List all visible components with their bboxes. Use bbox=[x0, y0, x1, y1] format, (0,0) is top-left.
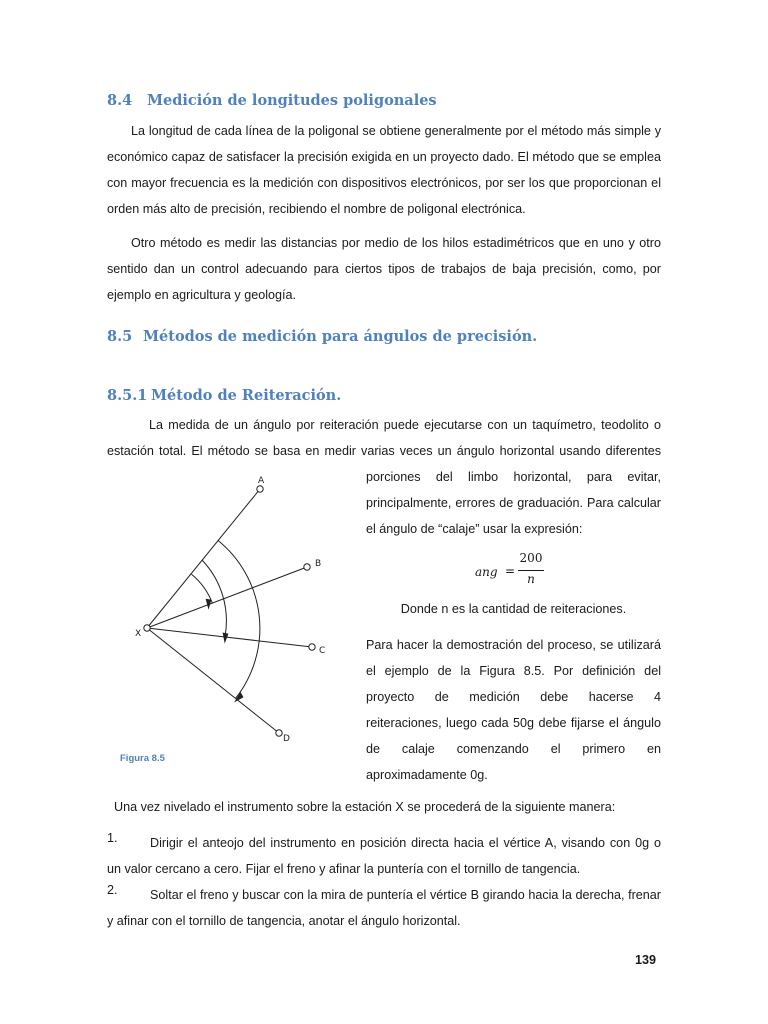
heading-number: 8.5.1 bbox=[107, 387, 148, 404]
figure-8-5-diagram bbox=[120, 465, 360, 755]
text-line: Para hacer la demostración del proceso, se utilizará bbox=[366, 638, 661, 652]
text-line: La longitud de cada línea de la poligonal se obtiene generalmente por el método más simple y bbox=[131, 124, 661, 138]
vertex-x bbox=[144, 625, 150, 631]
formula-note bbox=[366, 596, 661, 622]
arc-a-d bbox=[218, 540, 260, 698]
label-b: B bbox=[315, 559, 322, 569]
text-line: económico capaz de satisfacer la precisión exigida en un proyecto dado. El método que se emplea bbox=[107, 150, 661, 164]
line-x-b bbox=[147, 567, 307, 628]
label-d: D bbox=[283, 734, 290, 744]
text-line: ejemplo en agricultura y geología. bbox=[107, 288, 297, 302]
formula-equals: = bbox=[505, 564, 516, 578]
paragraph-reiteracion-intro bbox=[107, 412, 661, 464]
heading-number: 8.5 bbox=[107, 328, 133, 345]
procedure-intro bbox=[114, 794, 661, 820]
label-a: A bbox=[258, 476, 265, 486]
arc-a-b bbox=[192, 574, 213, 603]
text-line: Una vez nivelado el instrumento sobre la estación X se procederá de la siguiente manera: bbox=[114, 800, 616, 814]
heading-title: Método de Reiteración. bbox=[151, 387, 342, 404]
text-line: orden más alto de precisión, recibiendo el nombre de poligonal electrónica. bbox=[107, 202, 526, 216]
text-line: Donde n es la cantidad de reiteraciones. bbox=[400, 602, 627, 616]
step-number: 2. bbox=[107, 883, 118, 897]
text-line: sentido dan un control adecuando para ciertos tipos de trabajos de baja precisión, como, por bbox=[107, 262, 661, 276]
page-number: 139 bbox=[635, 953, 657, 967]
text-line: y afinar con el tornillo de tangencia, anotar el ángulo horizontal. bbox=[107, 914, 461, 928]
step-number: 1. bbox=[107, 831, 118, 845]
vertex-c bbox=[309, 644, 315, 650]
formula-lhs: ang bbox=[475, 565, 498, 579]
heading-8-5-1 bbox=[107, 387, 341, 404]
text-line: porciones del limbo horizontal, para evitar, bbox=[366, 470, 661, 484]
text-line: el ejemplo de la Figura 8.5. Por definición del bbox=[366, 664, 661, 678]
calaje-formula bbox=[470, 551, 550, 589]
heading-8-5 bbox=[107, 328, 537, 345]
arc-a-c bbox=[202, 560, 226, 637]
text-line: aproximadamente 0g. bbox=[366, 768, 488, 782]
heading-title: Métodos de medición para ángulos de precisión. bbox=[143, 328, 538, 345]
vertex-b bbox=[304, 564, 310, 570]
vertex-d bbox=[276, 730, 282, 736]
formula-numerator: 200 bbox=[519, 551, 543, 565]
text-line: un valor cercano a cero. Fijar el freno y afinar la puntería con el tornillo de tangencia. bbox=[107, 862, 581, 876]
vertex-a bbox=[257, 486, 263, 492]
paragraph-longitudes bbox=[107, 118, 661, 222]
figure-caption: Figura 8.5 bbox=[120, 753, 165, 764]
formula-fraction-bar bbox=[518, 570, 544, 571]
line-x-c bbox=[147, 628, 312, 647]
formula-denominator: n bbox=[527, 572, 535, 586]
text-line: proyecto de medición debe hacerse 4 bbox=[366, 690, 661, 704]
text-line: Otro método es medir las distancias por medio de los hilos estadimétricos que en uno y otro bbox=[131, 236, 661, 250]
step-1 bbox=[107, 830, 661, 882]
text-line: principalmente, errores de graduación. Para calcular bbox=[366, 496, 661, 510]
heading-title: Medición de longitudes poligonales bbox=[147, 92, 437, 109]
paragraph-demostracion bbox=[366, 632, 661, 788]
paragraph-estadimetricos bbox=[107, 230, 661, 308]
arrowhead-c bbox=[223, 633, 229, 644]
text-line: estación total. El método se basa en medir varias veces un ángulo horizontal usando diferentes bbox=[107, 444, 661, 458]
heading-number: 8.4 bbox=[107, 92, 133, 109]
line-x-a bbox=[147, 489, 260, 628]
step-2 bbox=[107, 882, 661, 934]
heading-8-4 bbox=[107, 92, 437, 109]
text-line: La medida de un ángulo por reiteración puede ejecutarse con un taquímetro, teodolito o bbox=[149, 418, 661, 432]
text-line: con mayor frecuencia es la medición con dispositivos electrónicos, por ser los que proporcionan el bbox=[107, 176, 661, 190]
text-line: de calaje comenzando el primero en bbox=[366, 742, 661, 756]
text-line: Soltar el freno y buscar con la mira de puntería el vértice B girando hacia la derecha, frenar bbox=[150, 888, 661, 902]
label-c: C bbox=[319, 646, 326, 656]
label-x: X bbox=[135, 629, 142, 639]
text-line: Dirigir el anteojo del instrumento en posición directa hacia el vértice A, visando con 0g o bbox=[150, 836, 661, 850]
text-line: reiteraciones, luego cada 50g debe fijarse el ángulo bbox=[366, 716, 661, 730]
text-line: el ángulo de “calaje” usar la expresión: bbox=[366, 522, 583, 536]
paragraph-calaje bbox=[366, 464, 661, 542]
